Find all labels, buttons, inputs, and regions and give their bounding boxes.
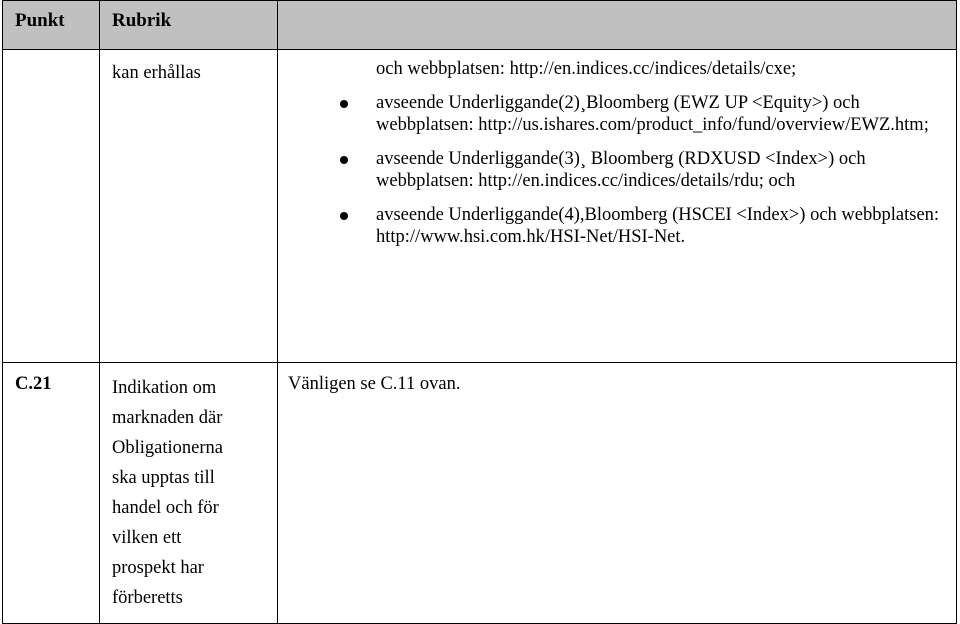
row2-content: Vänligen se C.11 ovan.	[278, 363, 957, 624]
table-row	[3, 50, 957, 363]
list-item: avseende Underliggande(3)¸ Bloomberg (RDXUSD <Index>) och webbplatsen: http://en.indices.cc/indices/details/rdu; och	[340, 148, 956, 192]
bullet-icon	[340, 100, 348, 108]
header-content	[278, 1, 957, 50]
row2-rubrik: Indikation om marknaden där Obligationerna ska upptas till handel och för vilken ett prospekt har förberetts	[100, 363, 278, 624]
header-rubrik: Rubrik	[100, 1, 278, 50]
bullet-icon	[340, 156, 348, 164]
header-row	[3, 1, 957, 50]
list-item: avseende Underliggande(2)¸Bloomberg (EWZ UP <Equity>) och webbplatsen: http://us.ishares.com/product_info/fund/overview/EWZ.htm;	[340, 92, 956, 136]
table-row	[3, 363, 957, 624]
header-punkt: Punkt	[3, 1, 100, 50]
bullet-icon	[340, 212, 348, 220]
row2-punkt: C.21	[3, 363, 100, 624]
row1-punkt	[3, 50, 100, 363]
list-item: avseende Underliggande(4),Bloomberg (HSCEI <Index>) och webbplatsen: http://www.hsi.com.hk/HSI-Net/HSI-Net.	[340, 204, 956, 248]
row1-content	[278, 50, 957, 363]
row1-rubrik-text: kan erhållas	[112, 63, 201, 83]
list-item: och webbplatsen: http://en.indices.cc/indices/details/cxe;	[376, 59, 797, 79]
info-table	[2, 0, 957, 624]
row1-rubrik	[100, 50, 278, 363]
